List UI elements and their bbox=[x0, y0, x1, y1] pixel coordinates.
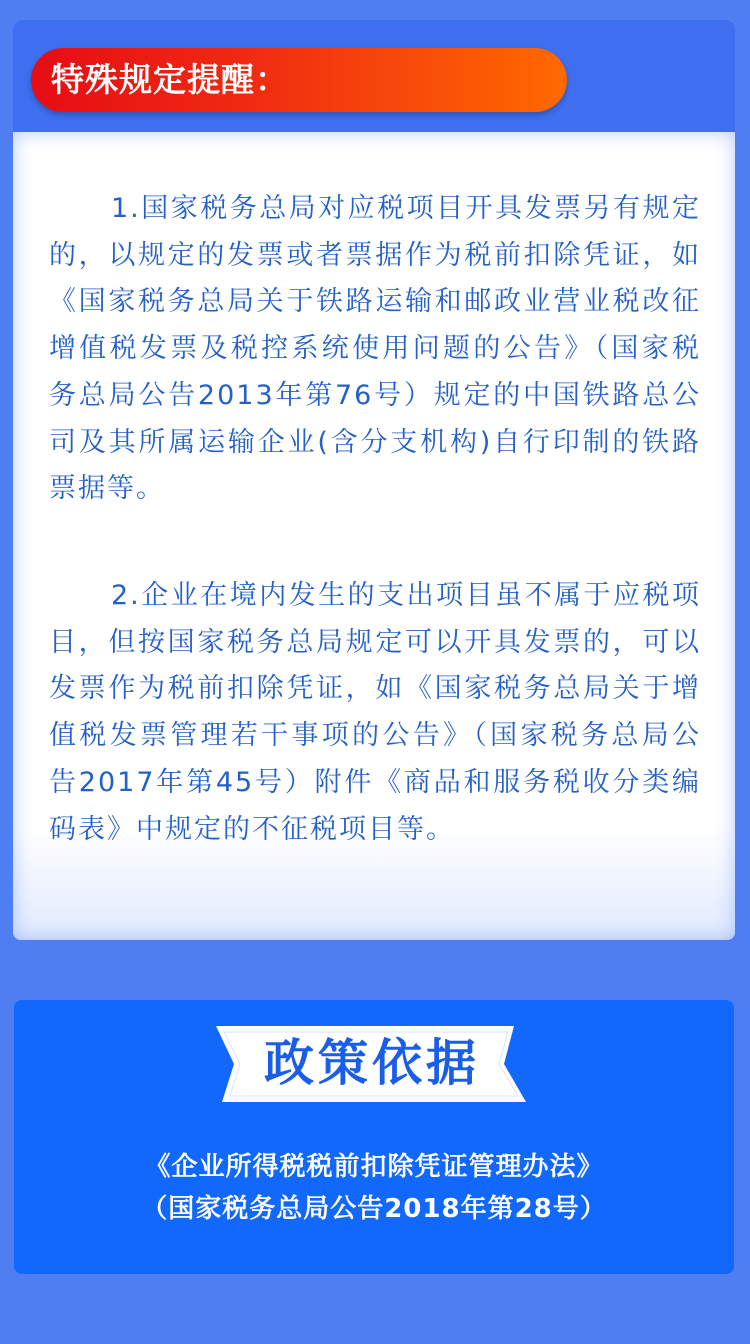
provision-text-1: 1.国家税务总局对应税项目开具发票另有规定的，以规定的发票或者票据作为税前扣除凭证，如《国家税务总局关于铁路运输和邮政业营业税改征增值税发票及税控系统使用问题的公告》（国家税务总局公告2013年第76号）规定的中国铁路总公司及其所属运输企业(含分支机构)自行印制的铁路票据等。 bbox=[49, 193, 701, 505]
policy-announcement-number: （国家税务总局公告2018年第28号） bbox=[141, 1194, 607, 1224]
banner-title: 政策依据 bbox=[264, 1034, 480, 1092]
policy-basis-panel bbox=[14, 1000, 734, 1274]
policy-banner bbox=[214, 1022, 530, 1106]
card-title: 特殊规定提醒： bbox=[51, 60, 289, 99]
special-provision-card bbox=[13, 20, 735, 940]
policy-document-name: 《企业所得税税前扣除凭证管理办法》 bbox=[144, 1152, 604, 1182]
provision-text-2: 2.企业在境内发生的支出项目虽不属于应税项目，但按国家税务总局规定可以开具发票的，可以发票作为税前扣除凭证，如《国家税务总局关于增值税发票管理若干事项的公告》（国家税务总局公告2017年第45号）附件《商品和服务税收分类编码表》中规定的不征税项目等。 bbox=[49, 580, 701, 845]
card-header bbox=[13, 20, 735, 132]
provision-paragraph-1 bbox=[49, 186, 701, 513]
provision-paragraph-2 bbox=[49, 573, 701, 853]
title-pill bbox=[31, 48, 567, 112]
